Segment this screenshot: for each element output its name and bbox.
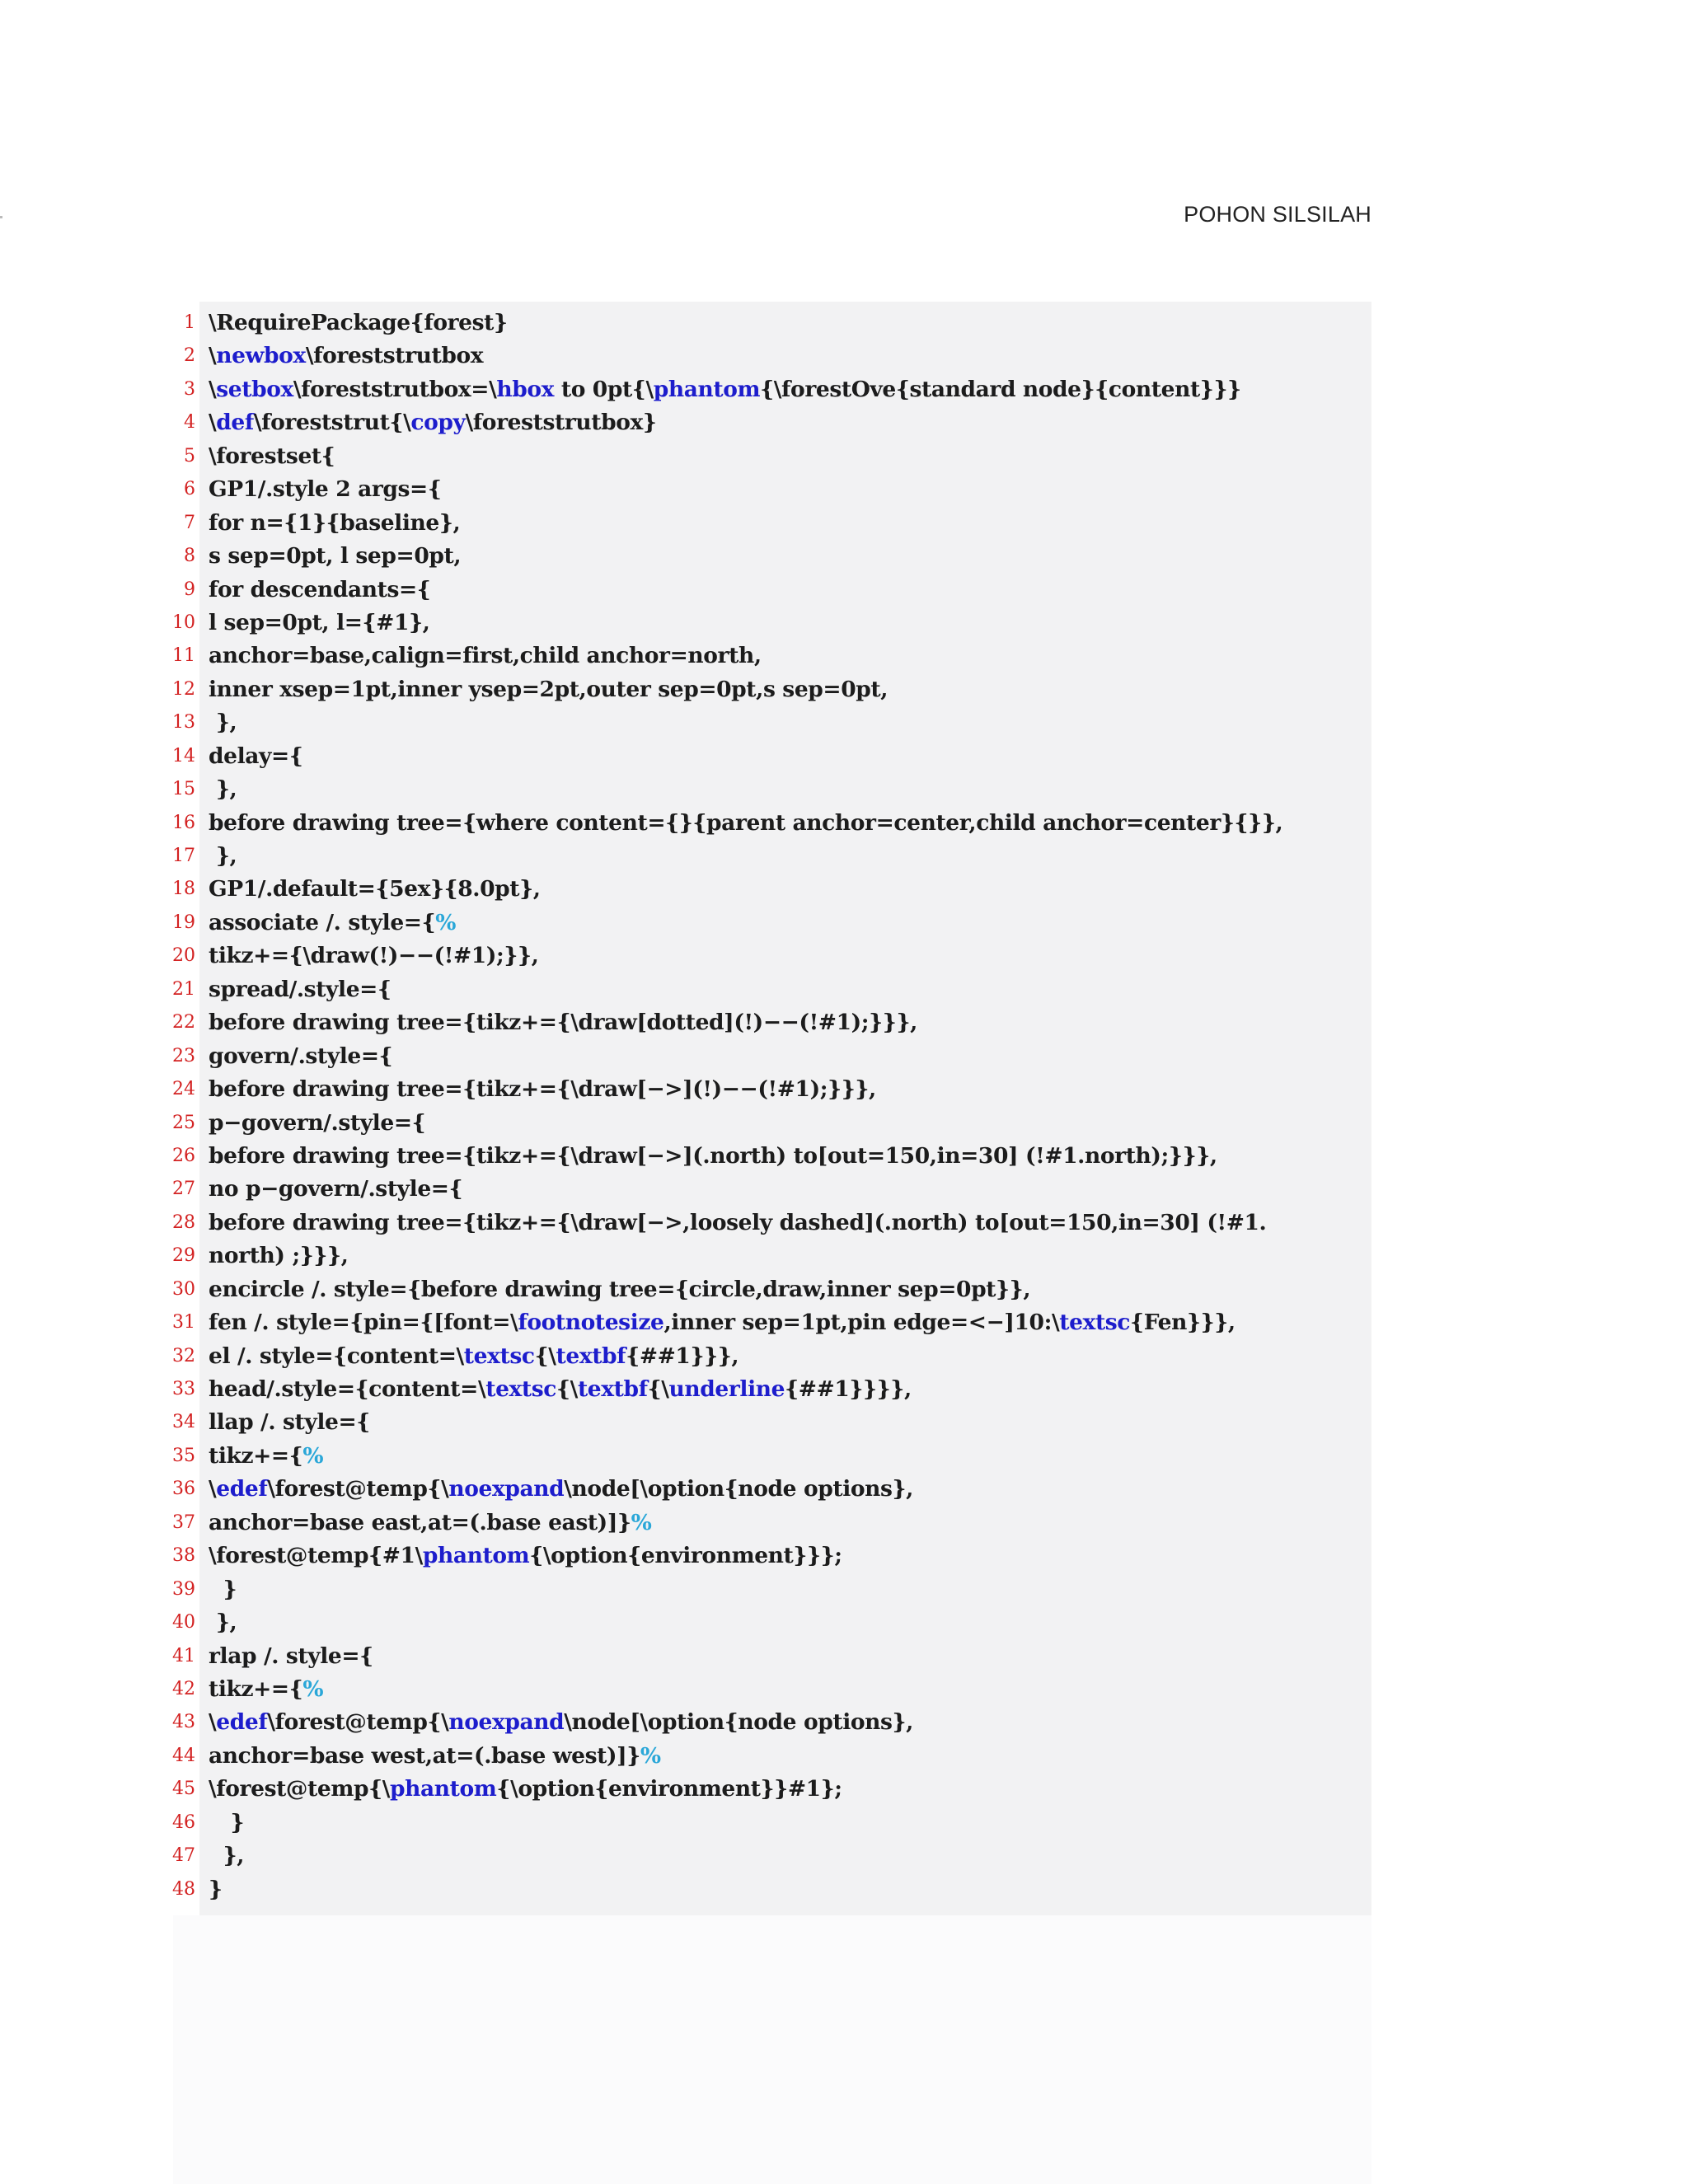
line-number: 23: [172, 1045, 195, 1066]
code-text: associate /. style={: [209, 909, 436, 935]
line-code: [209, 1406, 370, 1439]
line-number: 36: [172, 1479, 195, 1500]
line-number: 3: [184, 378, 195, 400]
line-code: [209, 1706, 913, 1739]
code-text: \: [209, 1476, 217, 1502]
line-number: 45: [172, 1779, 195, 1800]
line-number: 39: [172, 1578, 195, 1600]
code-text: },: [209, 1843, 245, 1869]
line-number: 16: [172, 812, 195, 833]
code-keyword: phantom: [390, 1776, 497, 1802]
code-text: }: [209, 1876, 223, 1902]
line-number: 29: [172, 1245, 195, 1267]
code-text: before drawing tree={tikz+={\draw[−>,loosely dashed](.north) to[out=150,in=30] (!#1.: [209, 1209, 1267, 1235]
line-code: [209, 373, 1241, 406]
code-text: l sep=0pt, l={#1},: [209, 609, 430, 635]
code-text: },: [209, 1610, 237, 1636]
code-keyword: def: [216, 410, 254, 436]
line-code: [209, 1773, 842, 1806]
line-code: [209, 1040, 392, 1073]
line-code: [209, 1173, 462, 1206]
line-number: 41: [172, 1645, 195, 1666]
line-code: [209, 473, 442, 506]
line-number: 19: [172, 912, 195, 933]
code-keyword: textsc: [485, 1376, 557, 1402]
code-text: \: [209, 343, 217, 369]
code-text: tikz+={: [209, 1675, 303, 1702]
line-number: 33: [172, 1379, 195, 1399]
line-number: 14: [172, 745, 195, 766]
code-keyword: edef: [216, 1476, 268, 1502]
code-text: head/.style={content=\: [209, 1376, 486, 1402]
line-code: [209, 1373, 912, 1406]
line-code: [209, 1807, 244, 1840]
code-text: {Fen}}},: [1130, 1310, 1236, 1336]
code-text: {\option{environment}}#1};: [496, 1776, 842, 1802]
code-text: \: [209, 1709, 217, 1736]
code-text: {##1}}}},: [785, 1376, 912, 1402]
code-text: spread/.style={: [209, 976, 392, 1002]
code-text: {\option{environment}}};: [529, 1543, 842, 1569]
line-code: [209, 640, 762, 673]
line-code: [209, 1340, 738, 1373]
running-header: POHON SILSILAH: [1184, 202, 1372, 227]
line-code: [209, 706, 237, 739]
code-text: \forest@temp{\: [267, 1709, 449, 1736]
line-number: 9: [184, 579, 195, 600]
code-comment: %: [302, 1442, 324, 1469]
code-text: north) ;}}},: [209, 1243, 349, 1269]
line-code: [209, 307, 508, 340]
line-number: 12: [172, 678, 195, 700]
line-code: [209, 1473, 913, 1506]
line-code: [209, 840, 237, 873]
line-code: [209, 1073, 876, 1106]
line-code: [209, 673, 888, 706]
line-number: 32: [172, 1345, 195, 1366]
line-number: 20: [172, 945, 195, 967]
line-code: [209, 1840, 244, 1872]
line-code: [209, 574, 430, 607]
code-text: tikz+={\draw(!)−−(!#1);}},: [209, 943, 539, 969]
line-number: 34: [172, 1412, 195, 1433]
code-text: {\: [556, 1376, 578, 1402]
line-code: [209, 1240, 349, 1272]
line-code: [209, 1006, 917, 1039]
line-number: 38: [172, 1545, 195, 1567]
code-text: for descendants={: [209, 576, 431, 602]
line-number: 35: [172, 1445, 195, 1466]
code-keyword: newbox: [216, 343, 306, 369]
line-number: 8: [184, 546, 195, 567]
code-text: anchor=base east,at=(.base east)]}: [209, 1509, 631, 1535]
line-number: 1: [184, 312, 195, 333]
line-code: [209, 740, 302, 773]
code-text: govern/.style={: [209, 1043, 393, 1069]
code-keyword: edef: [216, 1709, 268, 1736]
code-text: anchor=base west,at=(.base west)]}: [209, 1742, 640, 1769]
line-number: 47: [172, 1845, 195, 1867]
code-keyword: setbox: [216, 376, 293, 402]
code-text: {\forestOve{standard node}{content}}}: [760, 376, 1241, 402]
code-text: el /. style={content=\: [209, 1343, 464, 1369]
line-number: 21: [172, 978, 195, 1000]
code-text: \foreststrutbox=\: [293, 376, 497, 402]
line-number: 24: [172, 1079, 195, 1100]
line-number: 28: [172, 1212, 195, 1233]
code-text: ,inner sep=1pt,pin edge=<−]10:\: [663, 1310, 1060, 1336]
line-code: [209, 1507, 651, 1540]
code-text: anchor=base,calign=first,child anchor=north,: [209, 643, 762, 669]
line-number: 26: [172, 1145, 195, 1166]
line-number: 25: [172, 1112, 195, 1133]
line-code: [209, 873, 541, 906]
line-number: 10: [172, 612, 195, 633]
line-code: [209, 507, 460, 540]
line-number: 13: [172, 712, 195, 733]
code-text: \foreststrutbox}: [465, 410, 657, 436]
code-text: before drawing tree={tikz+={\draw[−>](.north) to[out=150,in=30] (!#1.north);}}},: [209, 1142, 1217, 1169]
code-text: \forest@temp{\: [267, 1476, 449, 1502]
code-text: tikz+={: [209, 1442, 303, 1469]
code-text: }: [209, 1576, 237, 1602]
code-keyword: textbf: [577, 1376, 648, 1402]
code-text: },: [209, 776, 237, 803]
line-number: 5: [184, 445, 195, 466]
code-text: {\: [534, 1343, 556, 1369]
code-text: }: [209, 1809, 245, 1835]
line-number: 48: [172, 1878, 195, 1900]
code-keyword: phantom: [422, 1543, 530, 1569]
line-code: [209, 1273, 1030, 1306]
line-code: [209, 1440, 323, 1473]
page-bottom-shade: [173, 1915, 1372, 2184]
line-number: 6: [184, 479, 195, 500]
code-keyword: footnotesize: [518, 1310, 664, 1336]
code-text: llap /. style={: [209, 1409, 370, 1436]
code-text: inner xsep=1pt,inner ysep=2pt,outer sep=0pt,s sep=0pt,: [209, 676, 889, 702]
code-text: encircle /. style={before drawing tree={circle,draw,inner sep=0pt}},: [209, 1276, 1031, 1302]
line-number: 18: [172, 879, 195, 900]
line-number: 44: [172, 1745, 195, 1766]
code-text: \forest@temp{#1\: [209, 1543, 423, 1569]
code-text: delay={: [209, 743, 303, 769]
code-keyword: noexpand: [448, 1476, 565, 1502]
code-text: before drawing tree={tikz+={\draw[−>](!)−−(!#1);}}},: [209, 1076, 876, 1103]
line-code: [209, 1873, 223, 1906]
line-code: [209, 1140, 1217, 1173]
line-number: 40: [172, 1612, 195, 1633]
line-number: 46: [172, 1811, 195, 1833]
line-code: [209, 1107, 425, 1140]
code-text: {##1}}},: [626, 1343, 739, 1369]
code-text: \RequirePackage{forest}: [209, 310, 508, 335]
line-number: 7: [184, 512, 195, 533]
code-text: \foreststrutbox: [305, 343, 484, 369]
code-text: },: [209, 843, 237, 869]
line-code: [209, 1573, 237, 1606]
code-text: \forest@temp{\: [209, 1776, 391, 1802]
line-number: 43: [172, 1712, 195, 1733]
line-code: [209, 807, 1282, 840]
code-comment: %: [631, 1509, 652, 1535]
line-code: [209, 973, 392, 1006]
line-code: [209, 1740, 661, 1773]
code-text: for n={1}{baseline},: [209, 509, 461, 536]
line-number: 30: [172, 1278, 195, 1300]
code-text: \: [209, 376, 217, 402]
code-text: \foreststrut{\: [253, 410, 411, 436]
code-keyword: phantom: [653, 376, 761, 402]
line-code: [209, 1640, 373, 1673]
line-code: [209, 1606, 237, 1639]
line-code: [209, 540, 461, 573]
line-code: [209, 607, 430, 640]
code-text: p−govern/.style={: [209, 1109, 426, 1136]
code-text: s sep=0pt, l sep=0pt,: [209, 543, 462, 569]
line-code: [209, 773, 237, 806]
code-comment: %: [302, 1675, 324, 1702]
code-keyword: underline: [668, 1376, 785, 1402]
line-code: [209, 406, 657, 439]
line-code: [209, 940, 538, 972]
code-keyword: textsc: [1059, 1310, 1131, 1336]
code-keyword: textbf: [556, 1343, 626, 1369]
line-code: [209, 1306, 1236, 1339]
line-code: [209, 907, 456, 940]
line-number: 4: [184, 412, 195, 434]
code-text: to 0pt{\: [554, 376, 654, 402]
line-code: [209, 440, 335, 473]
code-text: \forestset{: [209, 443, 335, 469]
code-text: no p−govern/.style={: [209, 1176, 463, 1202]
line-number: 42: [172, 1678, 195, 1699]
line-number: 2: [184, 345, 195, 367]
code-comment: %: [435, 909, 457, 935]
line-number: 15: [172, 779, 195, 800]
code-text: before drawing tree={where content={}{parent anchor=center,child anchor=center}{}},: [209, 809, 1283, 836]
code-keyword: noexpand: [448, 1709, 565, 1736]
code-keyword: hbox: [496, 376, 555, 402]
code-text: before drawing tree={tikz+={\draw[dotted](!)−−(!#1);}}},: [209, 1010, 917, 1036]
code-text: \: [209, 410, 217, 436]
code-text: GP1/.style 2 args={: [209, 476, 442, 503]
code-text: \node[\option{node options},: [564, 1709, 914, 1736]
code-keyword: textsc: [463, 1343, 535, 1369]
line-number: 22: [172, 1012, 195, 1033]
code-text: },: [209, 710, 237, 736]
code-text: fen /. style={pin={[font=\: [209, 1310, 518, 1336]
line-code: [209, 1207, 1266, 1240]
line-number: 31: [172, 1312, 195, 1333]
line-code: [209, 1673, 323, 1706]
page-edge-mark: [0, 216, 2, 218]
code-text: rlap /. style={: [209, 1643, 373, 1669]
code-comment: %: [640, 1742, 661, 1769]
code-text: {\: [647, 1376, 669, 1402]
code-text: \node[\option{node options},: [564, 1476, 914, 1502]
line-number: 27: [172, 1179, 195, 1200]
line-number: 11: [172, 645, 195, 667]
line-number: 37: [172, 1511, 195, 1533]
code-keyword: copy: [410, 410, 466, 436]
line-code: [209, 340, 483, 373]
line-code: [209, 1540, 842, 1572]
code-text: GP1/.default={5ex}{8.0pt},: [209, 876, 541, 902]
line-number: 17: [172, 846, 195, 866]
